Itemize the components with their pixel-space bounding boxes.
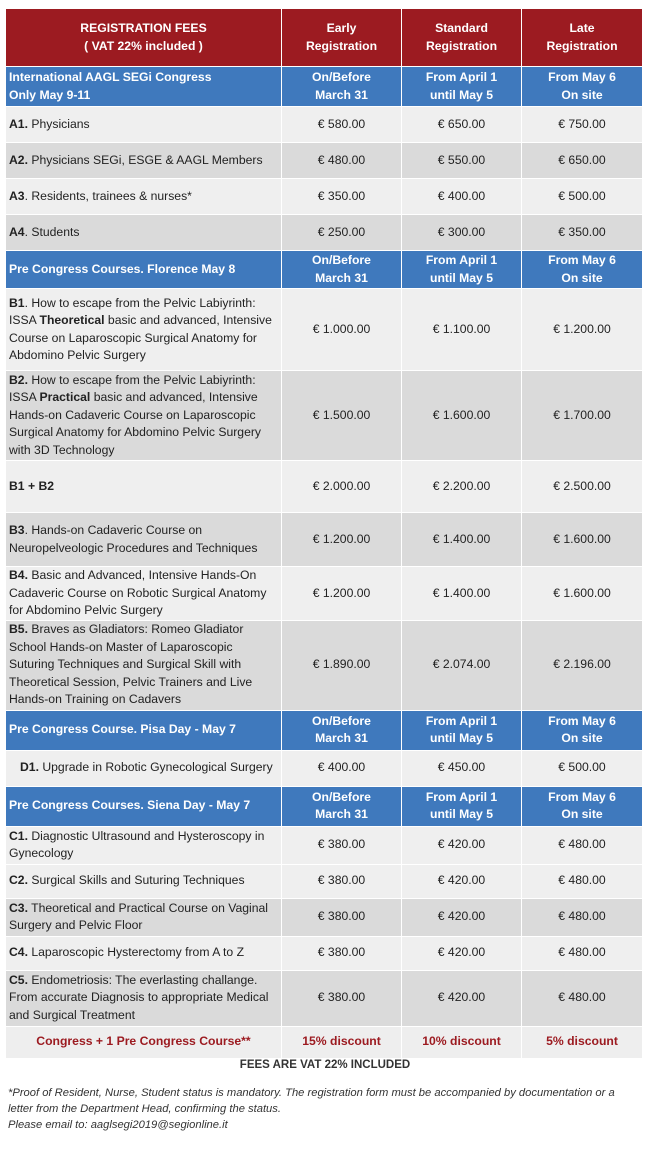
fee-standard: € 420.00 <box>402 970 522 1026</box>
section-header-siena <box>6 786 643 826</box>
period-line: From May 6 <box>548 713 616 728</box>
period-standard <box>402 710 522 750</box>
fee-late: € 500.00 <box>522 179 643 215</box>
fee-description <box>6 461 282 513</box>
period-line: March 31 <box>315 270 368 285</box>
fee-text: . How to escape from the Pelvic Labiyrinth: ISSA <box>9 295 256 327</box>
period-standard <box>402 67 522 107</box>
fee-early: € 1.500.00 <box>282 371 402 461</box>
fee-description <box>6 513 282 567</box>
section-title: Pre Congress Courses. Siena Day - May 7 <box>6 786 282 826</box>
fee-text: basic and advanced, Intensive Hands-on Cadaveric Course on Laparoscopic Surgical Anatomy for Abdomino Pelvic Surgery with 3D Technology <box>9 390 261 457</box>
early-registration-header <box>282 9 402 67</box>
fee-text: Basic and Advanced, Intensive Hands-On Cadaveric Course on Robotic Surgical Anatomy for Abdomino Pelvic Surgery <box>9 568 267 617</box>
fee-code: C2. <box>9 873 28 888</box>
fees-vat-subtitle: ( VAT 22% included ) <box>84 38 203 53</box>
fee-description <box>6 936 282 970</box>
period-line: March 31 <box>315 807 368 821</box>
section-header-florence <box>6 251 643 289</box>
fee-code: C1. <box>9 828 28 843</box>
fee-early: € 1.890.00 <box>282 620 402 710</box>
fee-late: € 750.00 <box>522 107 643 143</box>
period-line: On/Before <box>312 70 371 84</box>
period-line: From April 1 <box>425 253 498 267</box>
period-standard <box>402 251 522 289</box>
fee-early: € 250.00 <box>282 215 402 251</box>
fee-text: . Residents, trainees & nurses* <box>24 188 192 203</box>
fee-text-emphasis: Theoretical <box>39 313 105 327</box>
fee-description <box>6 143 282 179</box>
period-line: From April 1 <box>425 713 498 728</box>
period-line: until May 5 <box>430 87 493 102</box>
fee-text: Laparoscopic Hysterectomy from A to Z <box>27 945 245 960</box>
discount-late: 5% discount <box>522 1026 643 1058</box>
fee-early: € 380.00 <box>282 936 402 970</box>
header-label: Registration <box>305 38 378 53</box>
fee-late: € 500.00 <box>522 750 643 786</box>
fee-code: A4 <box>9 224 25 239</box>
fee-standard: € 1.400.00 <box>402 513 522 567</box>
fee-description <box>6 107 282 143</box>
fee-late: € 1.600.00 <box>522 513 643 567</box>
table-row <box>6 107 643 143</box>
fee-late: € 480.00 <box>522 970 643 1026</box>
fee-text: Endometriosis: The everlasting challange. From accurate Diagnosis to appropriate Medical and Surgical Treatment <box>9 972 269 1022</box>
fee-late: € 1.700.00 <box>522 371 643 461</box>
fee-description <box>6 750 282 786</box>
discount-label: Congress + 1 Pre Congress Course** <box>6 1026 282 1058</box>
fee-text: Braves as Gladiators: Romeo Gladiator School Hands-on Master of Laparoscopic Suturing Techniques and Surgical Skill with Theoretical Session, Pelvic Trainers and Live Hands-on Training on Cadavers <box>9 622 253 707</box>
fee-standard: € 2.074.00 <box>402 620 522 710</box>
fee-early: € 400.00 <box>282 750 402 786</box>
fee-code: A3 <box>9 188 25 203</box>
period-line: From April 1 <box>425 789 498 804</box>
fee-code: B3 <box>9 523 25 537</box>
fee-early: € 2.000.00 <box>282 461 402 513</box>
discount-standard: 10% discount <box>402 1026 522 1058</box>
table-row <box>6 143 643 179</box>
fee-description <box>6 215 282 251</box>
table-row <box>6 371 643 461</box>
fee-late: € 350.00 <box>522 215 643 251</box>
fee-standard: € 420.00 <box>402 898 522 936</box>
fee-description <box>6 898 282 936</box>
fee-standard: € 2.200.00 <box>402 461 522 513</box>
fee-code: B1 + B2 <box>9 478 55 493</box>
header-label: Late <box>569 21 595 35</box>
footnote-line: letter from the Department Head, confirming the status. <box>8 1103 281 1115</box>
fee-text: Theoretical and Practical Course on Vaginal Surgery and Pelvic Floor <box>9 900 269 932</box>
fee-standard: € 450.00 <box>402 750 522 786</box>
fee-code: D1. <box>20 760 39 775</box>
table-row <box>6 215 643 251</box>
fee-late: € 2.500.00 <box>522 461 643 513</box>
fee-standard: € 420.00 <box>402 826 522 864</box>
fee-code: C4. <box>9 945 28 960</box>
header-label: Early <box>326 21 357 35</box>
footnote <box>8 1085 638 1133</box>
standard-registration-header <box>402 9 522 67</box>
table-row <box>6 936 643 970</box>
fee-standard: € 420.00 <box>402 936 522 970</box>
period-late <box>522 786 643 826</box>
fee-description <box>6 970 282 1026</box>
period-standard <box>402 786 522 826</box>
fee-code: C5. <box>9 972 28 987</box>
fee-early: € 580.00 <box>282 107 402 143</box>
fee-early: € 1.200.00 <box>282 513 402 567</box>
fee-text: Diagnostic Ultrasound and Hysteroscopy in Gynecology <box>9 828 265 860</box>
fee-late: € 480.00 <box>522 864 643 898</box>
period-late <box>522 251 643 289</box>
fee-standard: € 650.00 <box>402 107 522 143</box>
fee-code: A1. <box>9 116 28 131</box>
fee-description <box>6 567 282 621</box>
fee-early: € 380.00 <box>282 826 402 864</box>
fee-early: € 380.00 <box>282 970 402 1026</box>
fee-early: € 480.00 <box>282 143 402 179</box>
table-row <box>6 461 643 513</box>
fee-code: B5. <box>9 622 28 637</box>
fees-title-cell <box>6 9 282 67</box>
period-line: From April 1 <box>425 70 498 84</box>
period-line: On site <box>561 731 603 745</box>
fee-text-emphasis: Practical <box>39 390 91 405</box>
fee-description <box>6 371 282 461</box>
period-line: From May 6 <box>548 253 616 267</box>
period-line: On/Before <box>312 713 371 728</box>
period-early <box>282 786 402 826</box>
fee-early: € 380.00 <box>282 864 402 898</box>
fee-late: € 1.200.00 <box>522 289 643 371</box>
fee-standard: € 1.100.00 <box>402 289 522 371</box>
period-early <box>282 67 402 107</box>
fee-description <box>6 826 282 864</box>
table-row <box>6 864 643 898</box>
period-early <box>282 710 402 750</box>
fee-standard: € 1.400.00 <box>402 567 522 621</box>
section-title <box>6 67 282 107</box>
fee-description <box>6 620 282 710</box>
period-line: until May 5 <box>430 731 493 745</box>
late-registration-header <box>522 9 643 67</box>
header-label: Registration <box>546 38 618 53</box>
period-line: From May 6 <box>548 789 616 804</box>
fee-early: € 1.000.00 <box>282 289 402 371</box>
fee-standard: € 550.00 <box>402 143 522 179</box>
fee-text: . Students <box>24 224 80 239</box>
section-title: Pre Congress Courses. Florence May 8 <box>6 251 282 289</box>
discount-row <box>6 1026 643 1058</box>
fee-standard: € 300.00 <box>402 215 522 251</box>
fee-text: How to escape from the Pelvic Labiyrinth: ISSA <box>9 372 256 405</box>
period-line: until May 5 <box>430 270 493 285</box>
fees-title: REGISTRATION FEES <box>80 21 207 35</box>
table-row <box>6 970 643 1026</box>
period-line: On site <box>561 807 603 821</box>
fee-early: € 1.200.00 <box>282 567 402 621</box>
fee-standard: € 1.600.00 <box>402 371 522 461</box>
table-row <box>6 750 643 786</box>
table-row <box>6 179 643 215</box>
footnote-line: *Proof of Resident, Nurse, Student status is mandatory. The registration form must be accompanied by documentation or a <box>8 1087 615 1099</box>
section-header-pisa <box>6 710 643 750</box>
period-line: On/Before <box>312 789 371 804</box>
header-label: Registration <box>425 38 498 53</box>
table-row <box>6 567 643 621</box>
footnote-email-line: Please email to: aaglsegi2019@segionline.it <box>8 1119 228 1131</box>
fee-late: € 480.00 <box>522 936 643 970</box>
fee-text: Physicians <box>27 116 90 131</box>
fee-late: € 480.00 <box>522 826 643 864</box>
period-late <box>522 67 643 107</box>
registration-fees-table <box>5 8 643 1059</box>
fee-code: C3. <box>9 900 28 915</box>
fee-standard: € 400.00 <box>402 179 522 215</box>
fee-early: € 350.00 <box>282 179 402 215</box>
fee-code: B4. <box>9 568 28 582</box>
fee-late: € 480.00 <box>522 898 643 936</box>
fee-description <box>6 179 282 215</box>
table-row <box>6 513 643 567</box>
table-header-row <box>6 9 643 67</box>
fee-code: B2. <box>9 372 28 387</box>
period-line: until May 5 <box>430 807 493 821</box>
fee-code: B1 <box>9 295 25 310</box>
fee-text: Upgrade in Robotic Gynecological Surgery <box>38 760 273 775</box>
section-title-line: International AAGL SEGi Congress <box>9 70 212 84</box>
fee-late: € 2.196.00 <box>522 620 643 710</box>
fee-text: Physicians SEGi, ESGE & AAGL Members <box>27 152 263 167</box>
period-line: March 31 <box>315 87 368 102</box>
period-early <box>282 251 402 289</box>
period-late <box>522 710 643 750</box>
period-line: From May 6 <box>548 70 616 84</box>
period-line: On site <box>561 87 603 102</box>
table-row <box>6 826 643 864</box>
table-row <box>6 620 643 710</box>
header-label: Standard <box>435 21 488 35</box>
table-row <box>6 898 643 936</box>
fee-late: € 650.00 <box>522 143 643 179</box>
fee-early: € 380.00 <box>282 898 402 936</box>
fee-text: basic and advanced, Intensive Course on Laparoscopic Surgical Anatomy for Abdomino Pelvic Surgery <box>9 313 272 362</box>
fee-late: € 1.600.00 <box>522 567 643 621</box>
period-line: March 31 <box>315 731 368 745</box>
table-row <box>6 289 643 371</box>
fee-text: . Hands-on Cadaveric Course on Neuropelveologic Procedures and Techniques <box>9 523 258 555</box>
fee-text: Surgical Skills and Suturing Techniques <box>27 873 245 888</box>
section-title: Pre Congress Course. Pisa Day - May 7 <box>6 710 282 750</box>
discount-early: 15% discount <box>282 1026 402 1058</box>
fee-description <box>6 289 282 371</box>
section-title-line: Only May 9-11 <box>9 87 91 102</box>
fee-code: A2. <box>9 152 28 167</box>
fee-description <box>6 864 282 898</box>
period-line: On/Before <box>312 253 371 267</box>
period-line: On site <box>561 270 603 285</box>
fee-standard: € 420.00 <box>402 864 522 898</box>
section-header-congress <box>6 67 643 107</box>
vat-note: FEES ARE VAT 22% INCLUDED <box>239 1059 411 1071</box>
